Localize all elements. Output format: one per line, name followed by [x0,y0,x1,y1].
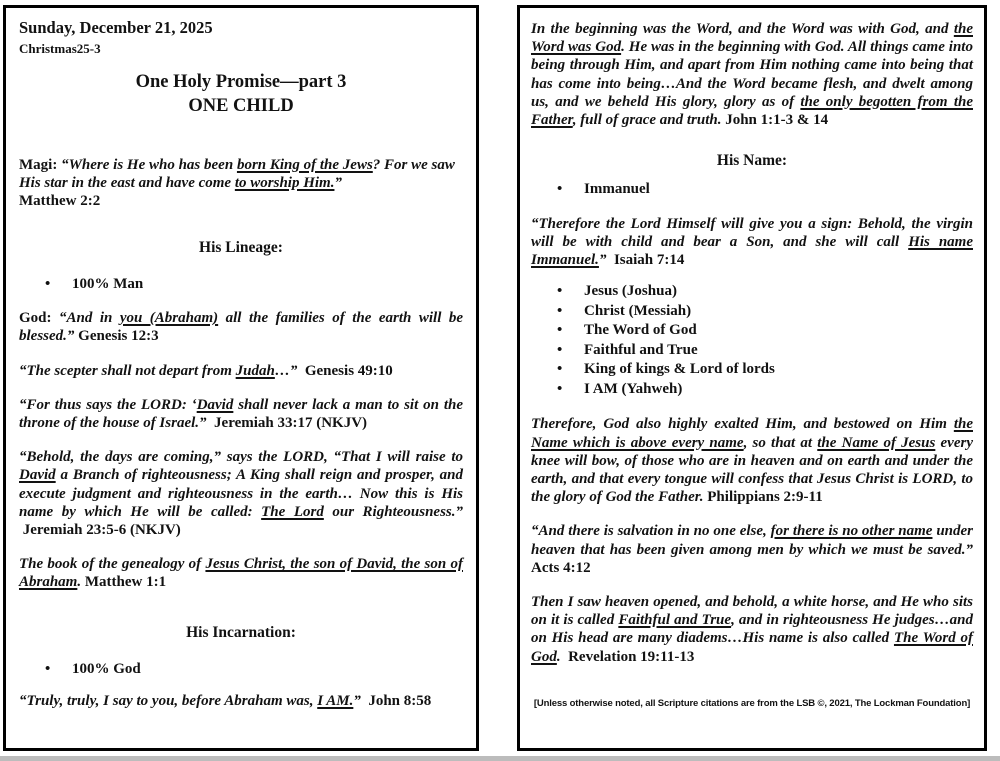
bullet-100-man [19,275,463,294]
jeremiah-23-5-6-quote: “Behold, the days are coming,” says the LORD, “That I will raise to David a Branch of righteousness; A King shall reign and prosper, and execute judgment and righteousness in the earth… Now this is His name by which He will be called: The Lord our Righteousness.” Jeremiah 23:5-6 (NKJV) [19,449,463,538]
date-line: Sunday, December 21, 2025 [19,18,213,37]
scan-bottom-edge [0,756,1000,761]
sermon-title-line2: ONE CHILD [188,96,294,116]
isaiah-7-14-quote: “Therefore the Lord Himself will give you a sign: Behold, the virgin will be with child and bear a Son, and she will call His name Immanuel.” Isaiah 7:14 [531,215,973,269]
bullet-100-man-label: • 100% Man [72,275,144,292]
scripture-citation-note: [Unless otherwise noted, all Scripture citations are from the LSB ©, 2021, The Lockman Foundation] [533,697,971,709]
series-code: Christmas25-3 [19,41,101,56]
bullet-100-god [19,660,463,679]
jeremiah-33-17-quote: “For thus says the LORD: ‘David shall never lack a man to sit on the throne of the house of Israel.” Jeremiah 33:17 (NKJV) [19,396,463,431]
heading-his-lineage: His Lineage: [199,238,283,256]
names-of-christ-list [531,282,973,399]
name-item-jesus-label: • Jesus (Joshua) [584,283,677,300]
bullet-immanuel-label: • Immanuel [584,181,650,198]
name-item-jesus [531,282,973,302]
sermon-title [19,70,463,118]
name-item-word-of-god-label: • The Word of God [584,322,697,339]
name-item-i-am-label: • I AM (Yahweh) [584,380,683,397]
revelation-19-11-13-quote: Then I saw heaven opened, and behold, a white horse, and He who sits on it is called Faithful and True, and in righteousness He judges…and on His head are many diadems…His name is also called The Word of God. Revelation 19:11-13 [531,593,973,665]
sermon-page-2 [517,5,987,751]
name-item-christ-label: • Christ (Messiah) [584,302,692,319]
heading-his-incarnation: His Incarnation: [186,623,296,641]
name-item-king-of-kings [531,360,973,380]
matthew-1-1-quote: The book of the genealogy of Jesus Christ, the son of David, the son of Abraham. Matthew 1:1 [19,556,463,591]
name-item-faithful-true-label: • Faithful and True [584,341,698,358]
john-8-58-quote: “Truly, truly, I say to you, before Abraham was, I AM.” John 8:58 [19,693,432,710]
genesis-12-3-quote: God: “And in you (Abraham) all the families of the earth will be blessed.” Genesis 12:3 [19,310,464,345]
philippians-2-9-11-quote: Therefore, God also highly exalted Him, and bestowed on Him the Name which is above every name, so that at the Name of Jesus every knee will bow, of those who are in heaven and on earth and under the earth, and that every tongue will confess that Jesus Christ is LORD, to the glory of God the Father. Philippians 2:9-11 [531,416,973,506]
magi-reference: Matthew 2:2 [19,193,101,210]
magi-quote: Magi: “Where is He who has been born King of the Jews? For we saw His star in the east and have come to worship Him.” [19,157,455,192]
name-item-faithful-true [531,341,973,361]
name-item-christ [531,302,973,322]
john-1-quote: In the beginning was the Word, and the Word was with God, and the Word was God. He was in the beginning with God. All things came into being through Him, and apart from Him nothing came into being that has come into being…And the Word became flesh, and dwelt among us, and we beheld His glory, glory as of the only begotten from the Father, full of grace and truth. John 1:1-3 & 14 [531,21,973,129]
bullet-100-god-label: • 100% God [72,660,141,677]
acts-4-12-quote: “And there is salvation in no one else, for there is no other name under heaven that has been given among men by which we must be saved.” Acts 4:12 [531,523,974,576]
name-item-word-of-god [531,321,973,341]
name-item-king-of-kings-label: • King of kings & Lord of lords [584,361,775,378]
sermon-title-line1: One Holy Promise—part 3 [135,72,347,92]
sermon-page-1 [3,5,479,751]
bullet-immanuel [531,180,973,199]
heading-his-name: His Name: [716,152,788,170]
genesis-49-10-quote: “The scepter shall not depart from Judah…” Genesis 49:10 [19,362,393,379]
name-item-i-am [531,380,973,400]
